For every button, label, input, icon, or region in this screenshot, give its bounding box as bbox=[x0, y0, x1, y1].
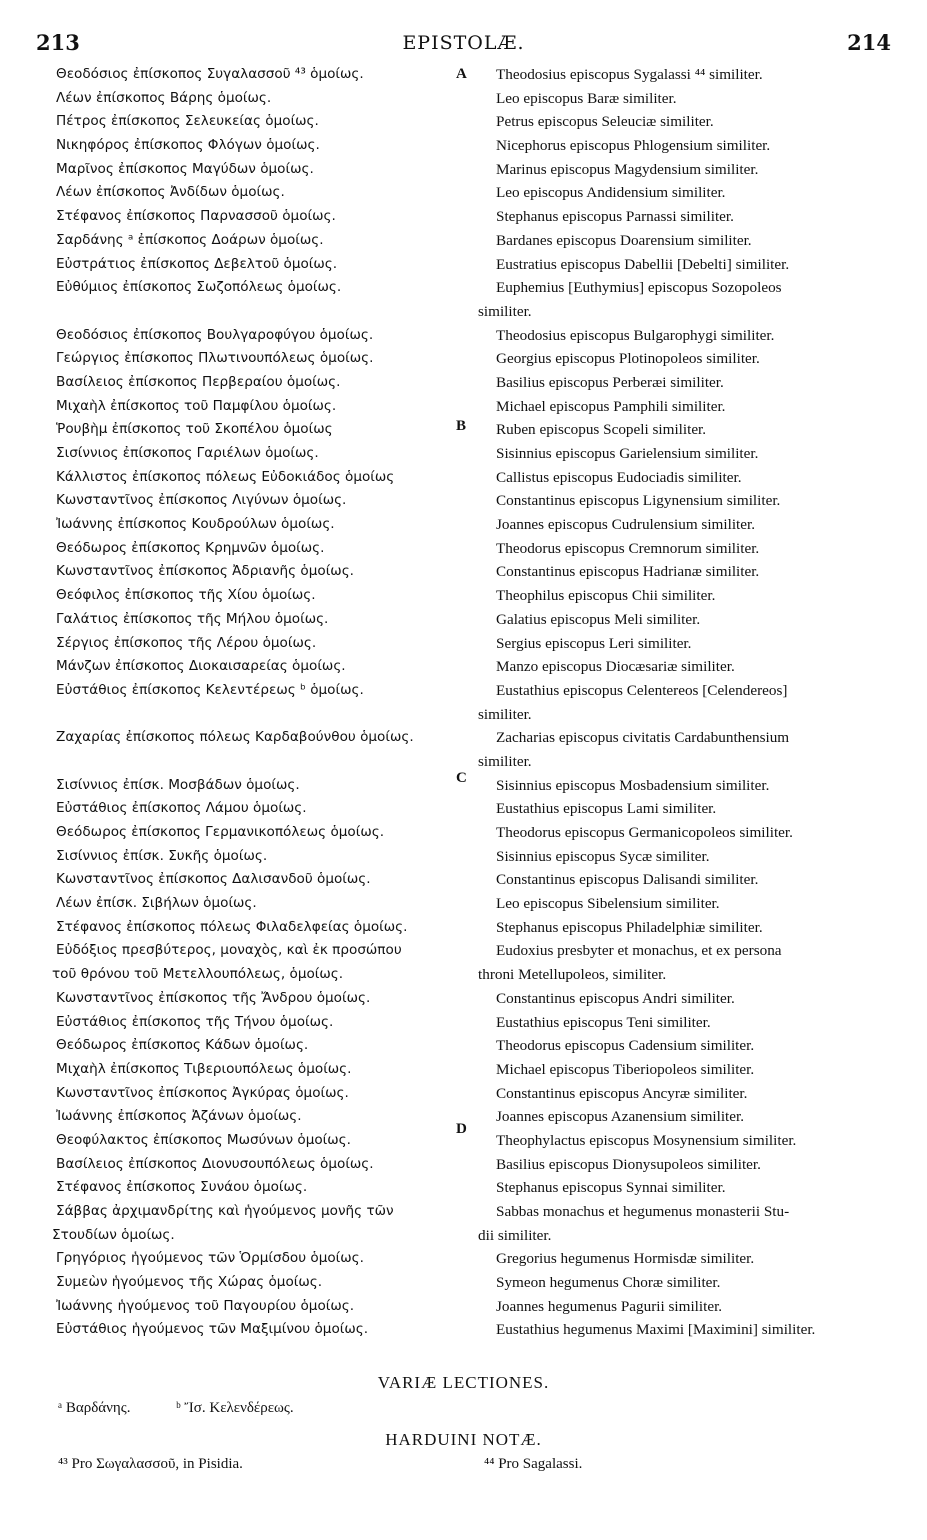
latin-line: similiter. bbox=[478, 302, 532, 320]
latin-line: Galatius episcopus Meli similiter. bbox=[496, 610, 701, 628]
latin-line: Symeon hegumenus Choræ similiter. bbox=[496, 1274, 721, 1292]
latin-line: Eustathius episcopus Teni similiter. bbox=[496, 1013, 711, 1031]
greek-line: Κωνσταντῖνος ἐπίσκοπος Ἀδριανῆς ὁμοίως. bbox=[56, 563, 354, 580]
greek-line: Γεώργιος ἐπίσκοπος Πλωτινουπόλεως ὁμοίως. bbox=[56, 350, 374, 367]
greek-line: Βασίλειος ἐπίσκοπος Περβεραίου ὁμοίως. bbox=[56, 373, 341, 390]
latin-line: Nicephorus episcopus Phlogensium similiter. bbox=[496, 137, 771, 155]
greek-line: Σέργιος ἐπίσκοπος τῆς Λέρου ὁμοίως. bbox=[56, 634, 317, 651]
greek-line: Κωνσταντῖνος ἐπίσκοπος Λιγύνων ὁμοίως. bbox=[56, 492, 347, 509]
greek-line: Ἰωάννης ἐπίσκοπος Κουδρούλων ὁμοίως. bbox=[56, 516, 335, 533]
latin-line: Constantinus episcopus Dalisandi similiter. bbox=[496, 871, 759, 889]
latin-line: Callistus episcopus Eudociadis similiter. bbox=[496, 468, 742, 486]
greek-line: Σισίννιος ἐπίσκ. Μοσβάδων ὁμοίως. bbox=[56, 776, 300, 793]
latin-line: Stephanus episcopus Parnassi similiter. bbox=[496, 208, 734, 226]
latin-line: Theodorus episcopus Cremnorum similiter. bbox=[496, 539, 760, 557]
greek-column bbox=[52, 63, 462, 1342]
latin-line: Leo episcopus Sibelensium similiter. bbox=[496, 895, 720, 913]
latin-line: throni Metellupoleos, similiter. bbox=[478, 966, 667, 984]
harduini-notae-heading: HARDUINI NOTÆ. bbox=[385, 1430, 542, 1449]
latin-line: Sabbas monachus et hegumenus monasterii Stu- bbox=[496, 1203, 790, 1220]
latin-line: Basilius episcopus Dionysupoleos similiter. bbox=[496, 1155, 761, 1173]
latin-line: Constantinus episcopus Ligynensium similiter. bbox=[496, 492, 781, 510]
greek-line: Θεόφιλος ἐπίσκοπος τῆς Χίου ὁμοίως. bbox=[56, 587, 316, 604]
latin-line: Leo episcopus Andidensium similiter. bbox=[496, 184, 726, 202]
latin-line: Leo episcopus Baræ similiter. bbox=[496, 89, 677, 107]
greek-line: Θεόδωρος ἐπίσκοπος Κρημνῶν ὁμοίως. bbox=[56, 539, 325, 556]
greek-line: Κάλλιστος ἐπίσκοπος πόλεως Εὐδοκιάδος ὁμοίως bbox=[56, 468, 395, 485]
latin-line: Eustathius hegumenus Maximi [Maximini] similiter. bbox=[496, 1321, 816, 1339]
greek-line: Θεοφύλακτος ἐπίσκοπος Μωσύνων ὁμοίως. bbox=[56, 1131, 351, 1148]
latin-line: Zacharias episcopus civitatis Cardabunthensium bbox=[496, 729, 790, 747]
page-header bbox=[0, 30, 927, 58]
greek-line: Ἰωάννης ἡγούμενος τοῦ Παγουρίου ὁμοίως. bbox=[56, 1297, 355, 1314]
running-title: EPISTOLÆ. bbox=[402, 32, 525, 54]
greek-line: Λέων ἐπίσκοπος Ἀνδίδων ὁμοίως. bbox=[56, 184, 285, 201]
latin-line: Theodorus episcopus Cadensium similiter. bbox=[496, 1037, 755, 1055]
greek-line bbox=[52, 300, 462, 324]
greek-line: Ἰωάννης ἐπίσκοπος Ἀζάνων ὁμοίως. bbox=[56, 1108, 302, 1125]
greek-line: Στέφανος ἐπίσκοπος πόλεως Φιλαδελφείας ὁμοίως. bbox=[56, 918, 408, 935]
greek-line: Θεοδόσιος ἐπίσκοπος Συγαλασσοῦ ⁴³ ὁμοίως. bbox=[56, 66, 364, 82]
greek-line bbox=[52, 703, 462, 727]
greek-line: Συμεὼν ἡγούμενος τῆς Χώρας ὁμοίως. bbox=[56, 1274, 323, 1291]
margin-letter-a: A bbox=[456, 66, 467, 82]
latin-line: Michael episcopus Pamphili similiter. bbox=[496, 397, 726, 415]
latin-line: Theophylactus episcopus Mosynensium similiter. bbox=[496, 1131, 797, 1149]
greek-line: Κωνσταντῖνος ἐπίσκοπος Ἀγκύρας ὁμοίως. bbox=[56, 1084, 349, 1101]
latin-line: Marinus episcopus Magydensium similiter. bbox=[496, 160, 759, 178]
latin-line: Theodorus episcopus Germanicopoleos similiter. bbox=[496, 824, 793, 841]
latin-line: Constantinus episcopus Ancyræ similiter. bbox=[496, 1084, 748, 1102]
latin-line: Eudoxius presbyter et monachus, et ex persona bbox=[496, 942, 782, 960]
greek-line: Μάνζων ἐπίσκοπος Διοκαισαρείας ὁμοίως. bbox=[56, 658, 346, 675]
latin-column bbox=[478, 63, 896, 1342]
latin-line: Sisinnius episcopus Sycæ similiter. bbox=[496, 847, 710, 865]
latin-line: Eustathius episcopus Lami similiter. bbox=[496, 800, 717, 818]
greek-line: Εὐστάθιος ἐπίσκοπος Λάμου ὁμοίως. bbox=[56, 800, 307, 817]
greek-line: Ῥουβὴμ ἐπίσκοπος τοῦ Σκοπέλου ὁμοίως bbox=[56, 421, 333, 438]
greek-line: Ζαχαρίας ἐπίσκοπος πόλεως Καρδαβούνθου ὁμοίως. bbox=[56, 729, 414, 746]
latin-line: Theodosius episcopus Sygalassi ⁴⁴ similiter. bbox=[496, 66, 763, 83]
latin-line: Euphemius [Euthymius] episcopus Sozopoleos bbox=[496, 279, 782, 297]
latin-line: Theodosius episcopus Bulgarophygi similiter. bbox=[496, 326, 775, 344]
variant-note-b: ᵇ Ἴσ. Κελενδέρεως. bbox=[176, 1400, 294, 1416]
latin-line: Sisinnius episcopus Mosbadensium similiter. bbox=[496, 776, 770, 794]
greek-line: Γαλάτιος ἐπίσκοπος τῆς Μήλου ὁμοίως. bbox=[56, 610, 329, 627]
latin-line: Joannes hegumenus Pagurii similiter. bbox=[496, 1297, 723, 1315]
greek-line: Εὐθύμιος ἐπίσκοπος Σωζοπόλεως ὁμοίως. bbox=[56, 279, 342, 296]
greek-line: Πέτρος ἐπίσκοπος Σελευκείας ὁμοίως. bbox=[56, 113, 319, 130]
greek-line: Στέφανος ἐπίσκοπος Συνάου ὁμοίως. bbox=[56, 1179, 308, 1196]
greek-line: Εὐστάθιος ἐπίσκοπος Κελεντέρεως ᵇ ὁμοίως. bbox=[56, 681, 364, 698]
latin-line: Joannes episcopus Cudrulensium similiter. bbox=[496, 516, 756, 534]
latin-line: similiter. bbox=[478, 705, 532, 723]
left-page-number: 213 bbox=[36, 30, 80, 55]
greek-line: Λέων ἐπίσκοπος Βάρης ὁμοίως. bbox=[56, 89, 272, 106]
latin-line: Eustathius episcopus Celentereos [Celendereos] bbox=[496, 681, 788, 699]
greek-line: Μαρῖνος ἐπίσκοπος Μαγύδων ὁμοίως. bbox=[56, 160, 314, 177]
margin-letter-d: D bbox=[456, 1121, 467, 1137]
greek-line: Σισίννιος ἐπίσκ. Συκῆς ὁμοίως. bbox=[56, 847, 268, 864]
latin-line: Michael episcopus Tiberiopoleos similiter. bbox=[496, 1060, 755, 1078]
greek-line: Εὐστάθιος ἡγούμενος τῶν Μαξιμίνου ὁμοίως. bbox=[56, 1321, 369, 1338]
greek-line: Εὐστράτιος ἐπίσκοπος Δεβελτοῦ ὁμοίως. bbox=[56, 255, 338, 272]
latin-line: Eustratius episcopus Dabellii [Debelti] similiter. bbox=[496, 255, 790, 273]
greek-line: Θεοδόσιος ἐπίσκοπος Βουλγαροφύγου ὁμοίως. bbox=[56, 326, 374, 343]
greek-line: Νικηφόρος ἐπίσκοπος Φλόγων ὁμοίως. bbox=[56, 137, 320, 154]
latin-line: Manzo episcopus Diocæsariæ similiter. bbox=[496, 658, 735, 676]
latin-line: Theophilus episcopus Chii similiter. bbox=[496, 587, 716, 605]
greek-line: Θεόδωρος ἐπίσκοπος Κάδων ὁμοίως. bbox=[56, 1037, 309, 1054]
latin-line: Stephanus episcopus Synnai similiter. bbox=[496, 1179, 726, 1197]
greek-line: Εὐδόξιος πρεσβύτερος, μοναχὸς, καὶ ἐκ προσώπου bbox=[56, 942, 402, 959]
latin-line: Basilius episcopus Perberæi similiter. bbox=[496, 373, 724, 391]
greek-line: Σάββας ἀρχιμανδρίτης καὶ ἡγούμενος μονῆς τῶν bbox=[56, 1203, 394, 1219]
greek-line: Βασίλειος ἐπίσκοπος Διονυσουπόλεως ὁμοίως. bbox=[56, 1155, 374, 1172]
greek-line: Μιχαὴλ ἐπίσκοπος τοῦ Παμφίλου ὁμοίως. bbox=[56, 397, 337, 414]
latin-line: Stephanus episcopus Philadelphiæ similiter. bbox=[496, 918, 763, 936]
margin-letter-b: B bbox=[456, 418, 467, 434]
latin-line: Joannes episcopus Azanensium similiter. bbox=[496, 1108, 745, 1126]
latin-line: Sergius episcopus Leri similiter. bbox=[496, 634, 692, 652]
greek-line: Εὐστάθιος ἐπίσκοπος τῆς Τήνου ὁμοίως. bbox=[56, 1013, 334, 1030]
latin-line: Petrus episcopus Seleuciæ similiter. bbox=[496, 113, 714, 131]
greek-line: Κωνσταντῖνος ἐπίσκοπος Δαλισανδοῦ ὁμοίως. bbox=[56, 871, 371, 888]
latin-line: dii similiter. bbox=[478, 1226, 552, 1244]
latin-line: Gregorius hegumenus Hormisdæ similiter. bbox=[496, 1250, 755, 1268]
greek-line: Λέων ἐπίσκ. Σιβήλων ὁμοίως. bbox=[56, 895, 257, 912]
greek-line: Μιχαὴλ ἐπίσκοπος Τιβεριουπόλεως ὁμοίως. bbox=[56, 1060, 352, 1077]
latin-line: Bardanes episcopus Doarensium similiter. bbox=[496, 231, 752, 249]
harduin-note-43: ⁴³ Pro Σωγαλασσοῦ, in Pisidia. bbox=[58, 1456, 243, 1472]
right-page-number: 214 bbox=[847, 30, 891, 55]
harduin-note-44: ⁴⁴ Pro Sagalassi. bbox=[484, 1456, 583, 1472]
greek-line: τοῦ θρόνου τοῦ Μετελλουπόλεως, ὁμοίως. bbox=[52, 966, 344, 983]
latin-line: Georgius episcopus Plotinopoleos similiter. bbox=[496, 350, 760, 368]
latin-line: Ruben episcopus Scopeli similiter. bbox=[496, 421, 707, 439]
variae-lectiones-heading: VARIÆ LECTIONES. bbox=[377, 1373, 550, 1392]
greek-line: Θεόδωρος ἐπίσκοπος Γερμανικοπόλεως ὁμοίως. bbox=[56, 824, 385, 840]
greek-line: Κωνσταντῖνος ἐπίσκοπος τῆς Ἄνδρου ὁμοίως. bbox=[56, 989, 371, 1006]
latin-line: Constantinus episcopus Hadrianæ similiter. bbox=[496, 563, 760, 581]
latin-line: Sisinnius episcopus Garielensium similiter. bbox=[496, 445, 759, 462]
greek-line: Σισίννιος ἐπίσκοπος Γαριέλων ὁμοίως. bbox=[56, 445, 319, 461]
variant-note-a: ᵃ Βαρδάνης. bbox=[58, 1400, 131, 1416]
greek-line: Σαρδάνης ᵃ ἐπίσκοπος Δοάρων ὁμοίως. bbox=[56, 231, 324, 248]
greek-line bbox=[52, 750, 462, 774]
margin-letter-c: C bbox=[456, 770, 467, 786]
latin-line: similiter. bbox=[478, 752, 532, 770]
greek-line: Γρηγόριος ἡγούμενος τῶν Ὁρμίσδου ὁμοίως. bbox=[56, 1250, 364, 1267]
greek-line: Στουδίων ὁμοίως. bbox=[52, 1226, 175, 1243]
greek-line: Στέφανος ἐπίσκοπος Παρνασσοῦ ὁμοίως. bbox=[56, 208, 336, 225]
latin-line: Constantinus episcopus Andri similiter. bbox=[496, 989, 735, 1007]
